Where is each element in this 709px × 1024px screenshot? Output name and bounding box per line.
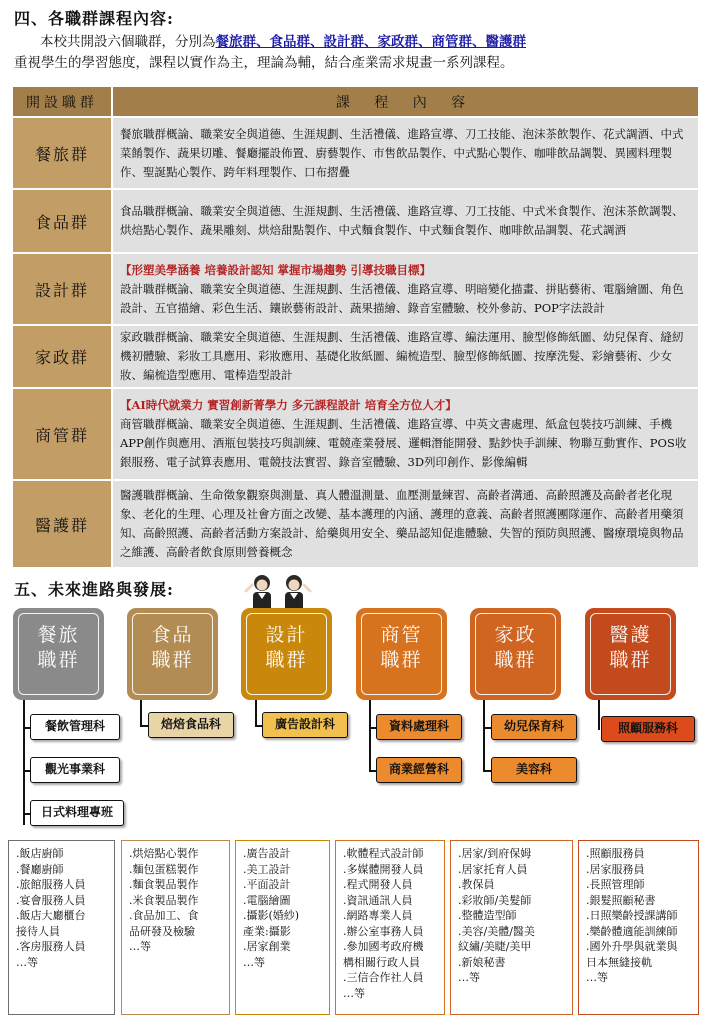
course-desc-text: 設計職群概論、職業安全與道德、生涯規劃、生活禮儀、進路宣導、明暗變化描畫、拼貼藝術、電腦繪圖、角色設計、五官描繪、彩色生活、鑲嵌藝術設計、蔬果描繪、錄音室體驗、校外參訪、POP字法設計	[120, 281, 684, 315]
group-box-line2: 職群	[265, 649, 308, 671]
header-group: 開設職群	[12, 86, 112, 117]
row-group-name: 醫護群	[12, 480, 112, 568]
group-box-line2: 職群	[151, 649, 194, 671]
row-course-desc	[112, 117, 699, 189]
row-course-desc	[112, 189, 699, 253]
dept-cosmetology[interactable]: 美容科	[491, 757, 577, 783]
group-box-line2: 職群	[494, 649, 537, 671]
connector-line	[483, 700, 485, 772]
row-course-desc	[112, 325, 699, 388]
connector-line	[483, 727, 491, 729]
students-illustration	[238, 571, 322, 613]
group-box-home[interactable]	[470, 608, 561, 700]
table-row	[12, 480, 699, 568]
group-box-line1: 商管	[380, 624, 423, 646]
career-list-food: .烘焙點心製作 .麵包蛋糕製作 .麵食製品製作 .米食製品製作 .食品加工、食 品研發及檢驗 …等	[121, 840, 230, 1015]
connector-line	[369, 770, 376, 772]
connector-line	[140, 700, 142, 727]
row-group-name: 餐旅群	[12, 117, 112, 189]
group-box-line1: 食品	[151, 624, 194, 646]
connector-line	[23, 813, 30, 815]
section4-intro	[14, 32, 704, 74]
group-box-line1: 醫護	[609, 624, 652, 646]
course-table-header	[12, 86, 699, 117]
career-list-medical: .照顧服務員 .居家服務員 .長照管理師 .銀髮照顧秘書 .日照樂齡授課講師 .樂齡體適能訓練師 .國外升學與就業與 日本無縫接軌 …等	[578, 840, 699, 1015]
group-box-hospitality[interactable]	[13, 608, 104, 700]
row-group-name: 家政群	[12, 325, 112, 388]
career-list-home: .居家/到府保姆 .居家托育人員 .教保員 .彩妝師/美髮師 .整體造型師 .美容/美體/醫美 紋繡/美睫/美甲 .新娘秘書 …等	[450, 840, 573, 1015]
connector-line	[23, 770, 30, 772]
group-box-business[interactable]	[356, 608, 447, 700]
group-box-food[interactable]	[127, 608, 218, 700]
table-row	[12, 117, 699, 189]
dept-early-childhood[interactable]: 幼兒保育科	[491, 714, 577, 740]
connector-line	[369, 727, 376, 729]
dept-data-processing[interactable]: 資料處理科	[376, 714, 462, 740]
dept-bakery[interactable]: 焙焙食品科	[148, 712, 234, 738]
dept-business-management[interactable]: 商業經營科	[376, 757, 462, 783]
connector-line	[140, 725, 148, 727]
connector-line	[369, 700, 371, 772]
dept-advertising-design[interactable]: 廣告設計科	[262, 712, 348, 738]
career-list-design: .廣告設計 .美工設計 .平面設計 .電腦繪圖 .攝影(婚紗) 產業:攝影 .居家創業 …等	[235, 840, 330, 1015]
table-row	[12, 253, 699, 325]
course-desc-text: 家政職群概論、職業安全與道德、生涯規劃、生活禮儀、進路宣導、編法運用、臉型修飾紙圖、幼兒保育、縫紉機初體驗、彩妝工具應用、彩妝應用、基礎化妝紙圖、編梳造型、臉型修飾紙圖、按摩洗髮、彩繪藝術、少女妝、編梳造型應用、電棒造型設計	[120, 330, 684, 382]
course-desc-text: 餐旅職群概論、職業安全與道德、生涯規劃、生活禮儀、進路宣導、刀工技能、泡沫茶飲製作、花式調酒、中式菜餚製作、蔬果切雕、餐廳擺設佈置、廚藝製作、市售飲品製作、中式點心製作、咖啡飲品調製、異國料理製作、聖誕點心製作、跨年料理製作、口布摺疊	[120, 126, 684, 179]
course-slogan: 【AI時代就業力 實習創新菁學力 多元課程設計 培育全方位人才】	[120, 398, 457, 412]
table-row	[12, 189, 699, 253]
intro-text-before: 本校共開設六個職群，分別為	[40, 34, 216, 50]
course-desc-text: 醫護職群概論、生命徵象觀察與測量、真人體溫測量、血壓測量練習、高齡者溝通、高齡照護及高齡者老化現象、老化的生理、心理及社會方面之改變、基本護理的內涵、護理的意義、高齡者照護團隊運作、高齡者用藥須知、高齡照護、高齡者活動方案設計、給藥與用安全、藥品認知促進體驗、失智的預防與照護、醫療環境與物品之維護、高齡者飲食原則營養概念	[120, 488, 684, 559]
row-group-name: 商管群	[12, 388, 112, 480]
row-course-desc	[112, 388, 699, 480]
intro-group-links[interactable]: 餐旅群、食品群、設計群、家政群、商管群、醫護群	[215, 34, 526, 50]
table-row	[12, 388, 699, 480]
dept-japanese-cuisine[interactable]: 日式料理專班	[30, 800, 124, 826]
group-box-design[interactable]	[241, 608, 332, 700]
group-box-medical[interactable]	[585, 608, 676, 700]
section5-title: 五、未來進路與發展:	[14, 580, 174, 599]
table-row	[12, 325, 699, 388]
connector-line	[255, 700, 257, 727]
row-group-name: 食品群	[12, 189, 112, 253]
group-box-line2: 職群	[380, 649, 423, 671]
header-content: 課 程 內 容	[112, 86, 699, 117]
group-box-line2: 職群	[37, 649, 80, 671]
group-box-line1: 設計	[265, 624, 308, 646]
career-list-hospitality: .飯店廚師 .餐廳廚師 .旅館服務人員 .宴會服務人員 .飯店大廳櫃台 接待人員 .客房服務人員 …等	[8, 840, 115, 1015]
dept-care-services[interactable]: 照顧服務科	[601, 716, 695, 742]
course-table	[11, 85, 700, 569]
group-box-line1: 家政	[494, 624, 537, 646]
row-course-desc	[112, 253, 699, 325]
career-list-business: .軟體程式設計師 .多媒體開發人員 .程式開發人員 .資訊通訊人員 .網路專業人員 .辦公室事務人員 .參加國考政府機 構相關行政人員 .三信合作社人員 …等	[335, 840, 445, 1015]
intro-text-after: 重視學生的學習態度，課程以實作為主，理論為輔，結合產業需求規畫一系列課程。	[14, 55, 514, 71]
connector-line	[483, 770, 491, 772]
course-slogan: 【形塑美學涵養 培養設計認知 掌握市場趨勢 引導技職目標】	[120, 262, 432, 277]
connector-line	[255, 725, 262, 727]
dept-tourism[interactable]: 觀光事業科	[30, 757, 120, 783]
group-box-line2: 職群	[609, 649, 652, 671]
section4-title: 四、各職群課程內容:	[14, 9, 174, 28]
dept-catering-management[interactable]: 餐飲管理科	[30, 714, 120, 740]
course-desc-text: 食品職群概論、職業安全與道德、生涯規劃、生活禮儀、進路宣導、刀工技能、中式米食製作、泡沫茶飲調製、烘焙點心製作、蔬果雕刻、烘焙甜點製作、中式麵食製作、中式麵食製作、咖啡飲品調製、花式調酒	[120, 204, 684, 237]
course-desc-text: 商管職群概論、職業安全與道德、生涯規劃、生活禮儀、進路宣導、中英文書處理、紙盒包裝技巧訓練、手機APP創作與應用、酒瓶包裝技巧與訓練、電競產業發展、邏輯潛能開發、點鈔快手訓練、物聯互動實作、POS收銀服務、電子試算表應用、電競技法實習、錄音室體驗、3D列印創作、影像編輯	[120, 417, 687, 469]
row-group-name: 設計群	[12, 253, 112, 325]
connector-line	[598, 700, 600, 730]
group-box-line1: 餐旅	[37, 624, 80, 646]
row-course-desc	[112, 480, 699, 568]
connector-line	[23, 700, 25, 825]
connector-line	[23, 727, 30, 729]
